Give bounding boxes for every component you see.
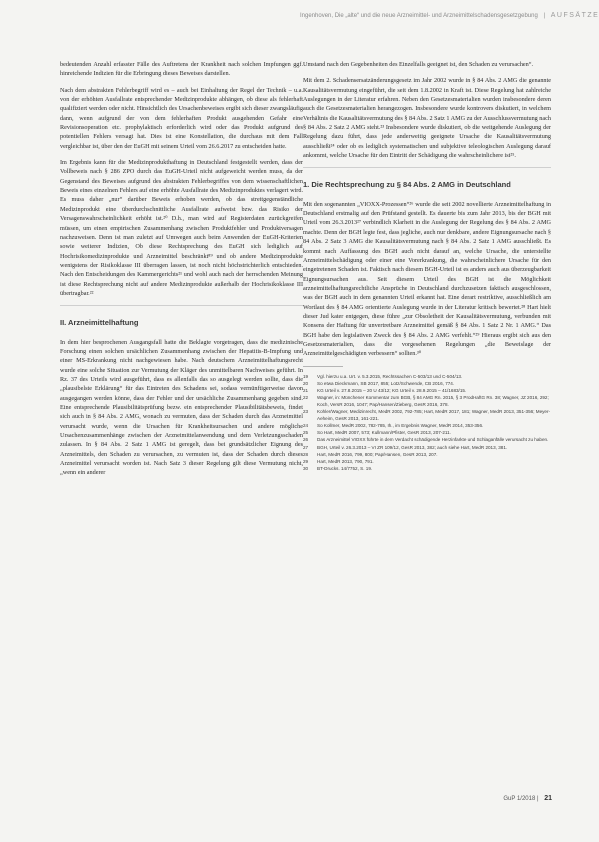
- footnote: [303, 465, 551, 472]
- running-header: [300, 12, 599, 19]
- footnote: [303, 429, 551, 436]
- header-separator: |: [543, 13, 546, 19]
- footnotes: [303, 373, 551, 472]
- left-column: [60, 60, 303, 485]
- footnote: [303, 458, 551, 465]
- paragraph: Umstand nach den Gegebenheiten des Einzelfalls geeignet ist, den Schaden zu verursachen“.: [303, 61, 534, 68]
- paragraph: Im Ergebnis kann für die Medizinprodukthaftung in Deutschland festgestellt werden, dass der Vollbeweis nach § 286 ZPO durch das EuGH-Urteil nicht aufgeweicht werden muss, da der Gegenstand des Beweises aufgrund des abstrakten Fehlerbegriffes von dem wissenschaftlichen Beweis eines einzelnen Fehlers auf eine erhöhte Ausfallrate des Medizinproduktes verlagert wird. Es muss daher „nur“ darüber Beweis erhoben werden, ob das streitgegenständliche Medizinprodukt eine überdurchschnittliche Ausfallrate aufweist bzw. das Risiko der Versagenswahrscheinlichkeit erhöht ist.²⁰ D.h., man wird auf Registerdaten zurückgreifen müssen, um einen empirischen Zusammenhang zwischen Produktfehler und Produktversagen nachzuweisen. Denn ist man zuletzt auf Umwegen auch beim Anwenden der EuGH-Kriterien sowie weiterer Indizien, Ob diese Rechtsprechung des EuGH sich lediglich auf Hochrisikomedizinprodukte und Arzneimittel beschränkt⁸⁹ und ob andere Medizinprodukte wenigstens der Risikoklasse III überragen lassen, ist noch nicht höchstrichterlich entschieden. Nach den Entscheidungen des Kammergerichts²¹ und wohl auch nach der herrschenden Meinung ist diese Rechtsprechung nicht auf andere Medizinprodukte außerhalb der Hochrisikoklasse III übertragbar.²²: [60, 159, 303, 297]
- page-footer: [470, 795, 552, 802]
- footnote: [303, 451, 551, 458]
- journal-issue: GuP 1/2018: [503, 796, 536, 802]
- footnote-text: Wagner, in: Münchener Kommentar zum BGB, § 84 AMG Rn. 2015, § 3 ProdHaftG Rn. 38; Wagner, JZ 2016, 292; Koch, VersR 2016, 1047; Pap/Hansen/Zieberg, GesR 2016, 378.: [317, 394, 549, 407]
- section-rule: [60, 305, 303, 306]
- footer-separator: |: [536, 796, 539, 802]
- running-title: Ingenhoven, Die „alte“ und die neue Arzneimittel- und Arzneimittelschadensgesetzgebung: [300, 13, 538, 19]
- paragraph: Nach dem abstrakten Fehlerbegriff wird es – auch bei Einhaltung der Regel der Technik – u.a. von der erhöhten Ausfallrate entsprechender Medizinprodukte abhängen, ob diese als fehlerhaft qualifiziert werden oder nicht. Hinsichtlich des Ursachenbeweises ergibt sich dieser zwangsläufig dann, wenn aufgrund der von dem fehlerhaften Produkt ausgehenden Gefahr eine Revisionsoperation etc. prophylaktisch erforderlich wird oder das Produkt aufgrund des potentiellen Fehlers versagt hat. Dies ist eine Konstellation, die durchaus mit dem Fall vergleichbar ist, über den der EuGH mit seinem Urteil vom 26.6.2017 zu entscheiden hatte.: [60, 86, 303, 150]
- footnote: [303, 436, 551, 443]
- footnote-number: 25: [303, 430, 309, 436]
- footnote-number: 24: [303, 423, 309, 429]
- footnote: [303, 444, 551, 451]
- section-heading: II. Arzneimittelhaftung: [60, 318, 139, 328]
- footnote-number: 27: [303, 444, 309, 450]
- footnote-number: 29: [303, 458, 309, 464]
- footnote-text: Vgl. hierzu u.a. Urt. v. 5.3.2015, Rechtssachen C-503/13 und C-504/13.: [317, 373, 463, 379]
- footnote-number: 30: [303, 465, 309, 471]
- footnote-divider: [303, 366, 343, 367]
- footnote-text: Hart, MedR 2013, 790, 791.: [317, 458, 374, 464]
- footnote-text: BGH, Urteil v. 26.3.2013 – VI ZR 109/12, GesR 2013, 382; auch siehe Hart, MedR 2013, 381.: [317, 444, 508, 450]
- footnote-number: 23: [303, 409, 309, 415]
- footnote-number: 20: [303, 380, 309, 386]
- footnote: [303, 380, 551, 387]
- paragraph: In dem hier besprochenen Ausgangsfall hatte die Beklagte vorgetragen, dass die medizinische Forschung einen solchen ursächlichen Zusammenhang zwischen der Hepatitis-B-Impfung und einer MS-Erkrankung nicht nachgewiesen habe. Nach deutschem Arzneimittelhaftungsrecht wurde eine solche Situation zur Vermutung der Kläger des unmittelbaren Nachweises geführt. In Rz. 37 des Urteils wird ausgeführt, dass es allenfalls das so ausgelegt werden sollte, dass die „plausibelste Erklärung“ für das Eintreten des Schadens sei, sodass vernünftigerweise davon ausgegangen werden könne, dass der Fehler und der ursächliche Zusammenhang gegeben sind. Eine entsprechende Plausibilitätsprüfung bezw. ein entsprechender Plausibilitätsbeweis, findet sich auch in § 84 Abs. 2 AMG, wonach zu vermuten, dass der Schaden durch das Arzneimittel verursacht wurde, wenn die Ursachen für Krankheitsursachen und andere mögliche Ursachenzusammenhänge zwischen der Arzneimittelanwendung und dem Verletzungsschaden zulassen. In § 84 Abs. 2 Satz 1 AMG ist geregelt, dass bei grundsätzlicher Eignung des Arzneimittels, den Schaden zu verursachen, zu vermuten ist, dass der Schaden durch dieses Arzneimittel verursacht worden ist. Nach Satz 3 dieser Regelung gilt diese Vermutung nicht, „wenn ein anderer: [60, 338, 303, 477]
- footnote-text: So Kollmer, MedR 2002, 782-785, Ih., im Ergebnis Wagner, MedR 2014, 353-356.: [317, 423, 484, 429]
- footnote-text: BT-Drucks. 14/7752, S. 19.: [317, 465, 373, 471]
- footnote: [303, 394, 551, 408]
- page-number: 21: [544, 795, 552, 802]
- footnote-text: Hart, MedR 2016, 799, 800; Pap/Hansen, GesR 2013, 207.: [317, 451, 438, 457]
- footnote-number: 22: [303, 394, 309, 400]
- footnote-number: 26: [303, 437, 309, 443]
- footnote-text: So Hart, MedR 2007, 573; Kullmann/Pfister, GesR 2013, 207-211.: [317, 430, 451, 436]
- section-label: AUFSÄTZE: [550, 12, 599, 19]
- footnote-text: So etwa Dieckmann, SB 2017, 855; Lotz/Schwende, CB 2016, 774.: [317, 380, 455, 386]
- footnote-number: 21: [303, 387, 309, 393]
- footnote: [303, 387, 551, 394]
- section-heading: 1. Die Rechtsprechung zu § 84 Abs. 2 AMG in Deutschland: [303, 180, 511, 190]
- paragraph: bedeutenden Anzahl erfasster Fälle des Auftretens der Krankheit nach solchen Impfungen ggf. hinreichende Indizien für die Erbringung dieses Beweises darstellen.: [60, 61, 303, 78]
- paragraph: Mit dem 2. Schadensersatzänderungsgesetz im Jahr 2002 wurde in § 84 Abs. 2 AMG die genannte Kausalitätsvermutung eingeführt, die seit dem 1.8.2002 in Kraft ist. Diese Regelung hat zahlreiche Auslegungen in der Literatur erfahren. Neben den Gesetzesmaterialien wurden insbesondere deren auch die Gesetzesmaterialien herangezogen. Insbesondere wurde kontrovers diskutiert, in welchem Verhältnis die Kausalitätsvermutung des § 84 Abs. 2 Satz 1 AMG zu der Ausschlussvermutung nach § 84 Abs. 2 Satz 2 AMG steht.²³ Insbesondere wurde diskutiert, ob die weitgehende Auslegung der Regelung dazu führt, dass jede anderweitig geeignete Ursache die Kausalitätsvermutung ausschließt²⁴ oder ob es lediglich systematischen und subjektive teleologischen Auslegung darauf ankommt, welche Ursache für den Eintritt der Schädigung die wahrscheinlichere ist²⁵.: [303, 77, 551, 160]
- footnote: [303, 408, 551, 422]
- footnote-text: Das Arzneimittel VIOXX führte in dem Verdacht schädigende Herzinfarkte und Schlaganfälle verursacht zu haben.: [317, 437, 549, 443]
- footnote-number: 19: [303, 373, 309, 379]
- footnote-text: Kohler/Wagner, Medizinrecht, MedR 2002, 792-785; Hart, MedR 2017, 181; Wagner, MedR 2013, 351-356; Meyer-Aeheim, GesR 2013, 161-221.: [317, 409, 551, 422]
- footnote-number: 28: [303, 451, 309, 457]
- footnote: [303, 373, 551, 380]
- section-rule: [303, 167, 551, 168]
- footnote: [303, 422, 551, 429]
- right-column: [303, 60, 551, 472]
- paragraph: Mit den sogenannten „VIOXX-Prozessen“²⁶ wurde die seit 2002 novellierte Arzneimittelhaftung in Deutschland erstmalig auf den Prüfstand gestellt. Es dauerte bis zum Jahr 2013, bis der BGH mit Urteil vom 26.3.2013²⁷ verbindlich Klarheit in die Auslegung der Regelung des § 84 Abs. 2 AMG machte. Denn der BGH legte fest, dass jegliche, auch nur denkbare, andere Eignungsursache nach § 84 Abs. 2 Satz 3 AMG die Kausalitätsvermutung nach § 84 Abs. 2 Satz 1 AMG ausschließt. Es kommt nach Auffassung des BGH auch nicht darauf an, welche Ursache, die unterstellte Arzneimittelschädigung oder einer eine Vorerkrankung, die wahrscheinlichere Ursache für den eingetretenen Schaden ist. Faktisch nach diesem BGH-Urteil ist es anders auch aus überzeugbarkeit Eignungsursachen aus. Seit diesem Urteil des BGH ist die Möglichkeit arzneimittelhaftungsrechtliche Ansprüche in Deutschland durchzusetzen faktisch ausgeschlossen, was der BGH auch in dem genannten Urteil erkannt hat. Eine derart restriktive, ausschließlich am Wortlaut des § 84 AMG orientierte Auslegung wurde in der Literatur kritisch bewertet.²⁸ Hart hielt dieser Jud kater entgegen, diese führe „zur Obsoletheit der Kausalitätsvermutung, verbunden mit Konsens der Haftung für unvertretbare Arzneimittel gemäß § 84 Abs. 1 Satz 2 Nr. 1 AMG.“ Das BGH habe den legislativen Zweck des § 84 Abs. 2 AMG verfehlt.“²⁹ Hieraus ergibt sich aus den Gesetzesmaterialien, dass die vorgesehenen Regelungen „die Beweislage der Arzneimittelgeschädigten verbessern“ sollten.³⁰: [303, 200, 551, 358]
- footnote-text: KG Urteil v. 27.8.2015 – 20 U 43/12; KG Urteil v. 28.9.2015 – 41/1683/15.: [317, 387, 467, 393]
